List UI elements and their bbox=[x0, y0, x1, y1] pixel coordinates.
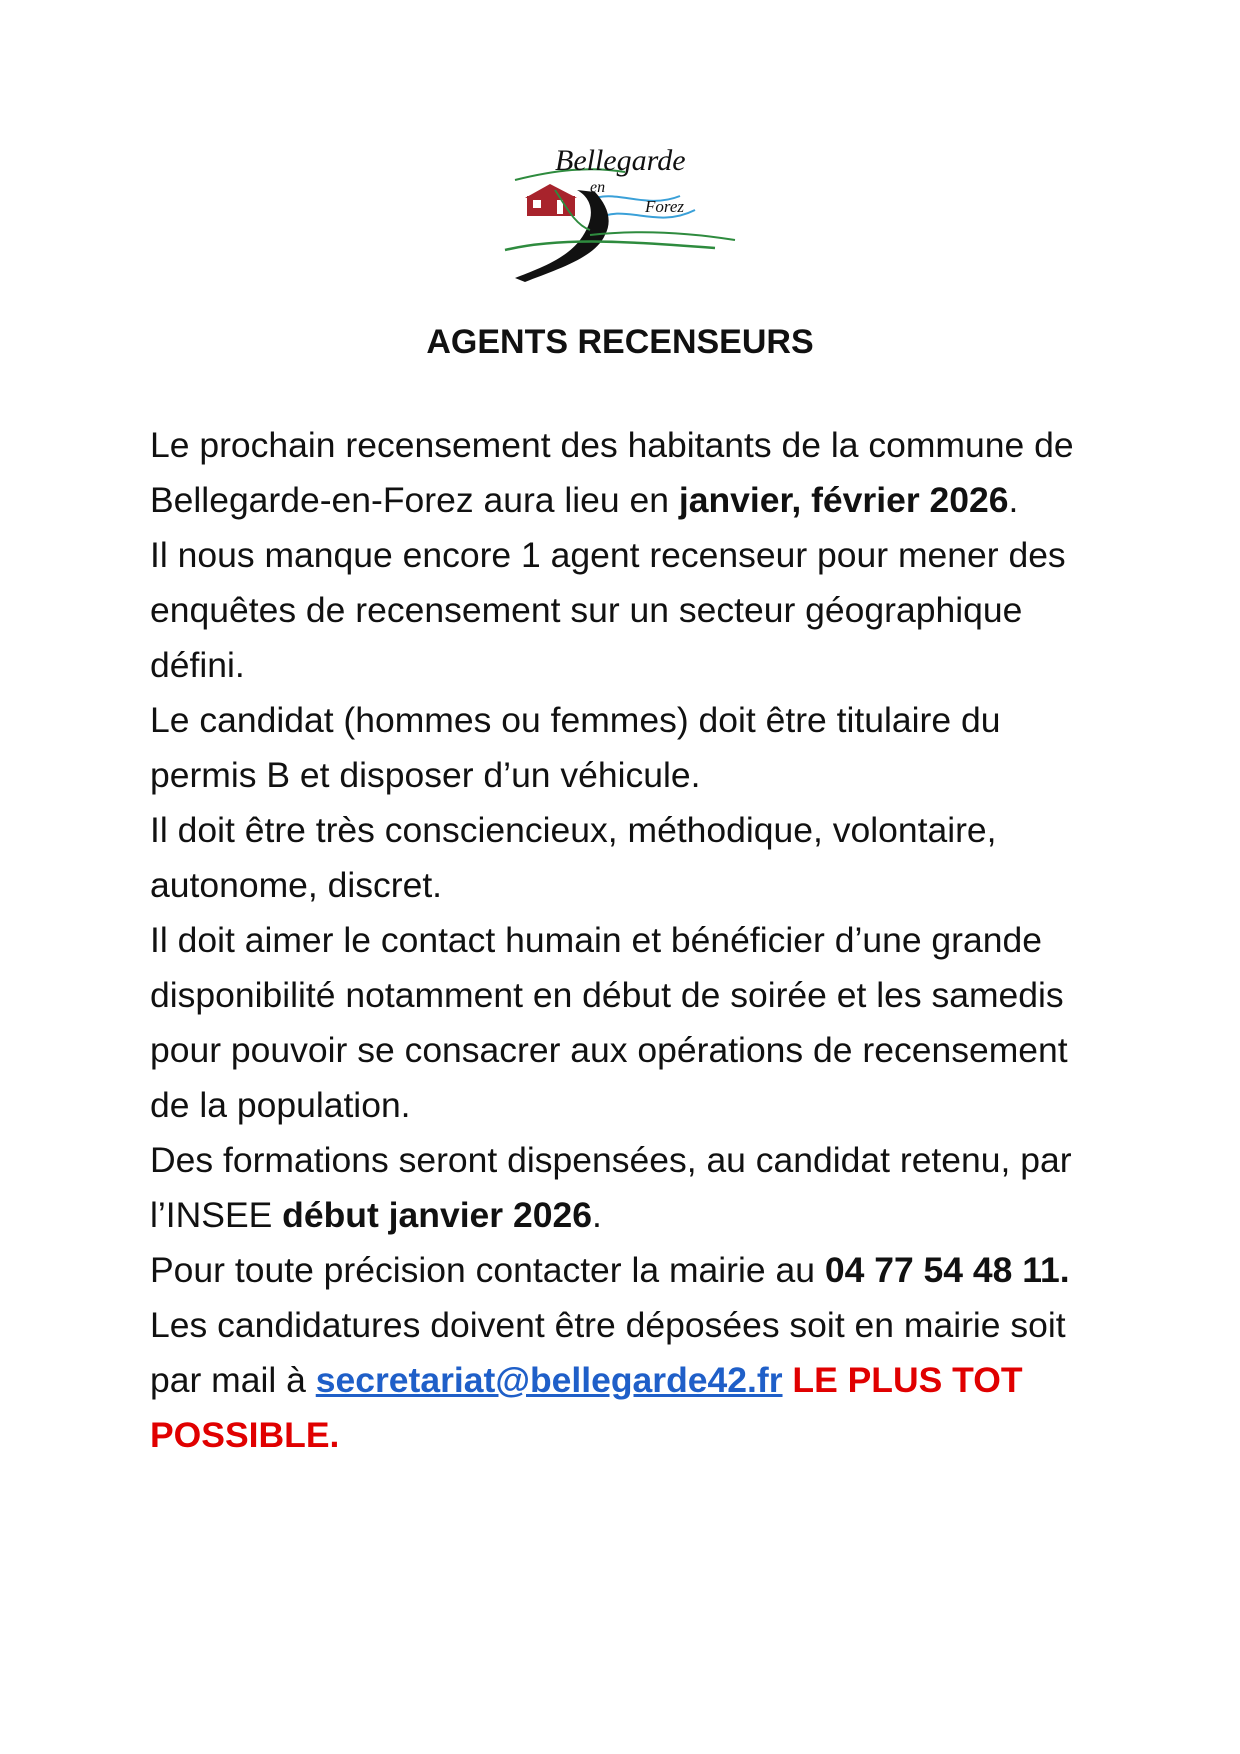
paragraph-qualities: Il doit être très consciencieux, méthodique, volontaire, autonome, discret. bbox=[150, 810, 997, 905]
paragraph-contact bbox=[150, 1243, 1090, 1463]
announcement-body bbox=[150, 418, 1090, 1463]
logo-text-forez: Forez bbox=[645, 197, 685, 216]
paragraph-training bbox=[150, 1133, 1090, 1243]
p7-text2: Les candidatures doivent être déposées soit en mairie soit par mail à bbox=[150, 1305, 1066, 1400]
p1-text: Le prochain recensement des habitants de la commune de Bellegarde-en-Forez aura lieu en bbox=[150, 425, 1074, 520]
p1-dates: janvier, février 2026 bbox=[678, 480, 1009, 520]
house-roof bbox=[525, 184, 577, 198]
logo-graphic bbox=[495, 130, 755, 288]
bellegarde-logo bbox=[495, 130, 755, 288]
p6-date: début janvier 2026 bbox=[282, 1195, 592, 1235]
p6-end: . bbox=[591, 1195, 602, 1235]
p6-text: Des formations seront dispensées, au candidat retenu, par l’INSEE bbox=[150, 1140, 1072, 1235]
phone-number: 04 77 54 48 11. bbox=[824, 1250, 1070, 1290]
logo-ground bbox=[505, 242, 715, 251]
paragraph-availability: Il doit aimer le contact humain et bénéficier d’une grande disponibilité notamment en début de soirée et les samedis pour pouvoir se consacrer aux opérations de recensement de la population. bbox=[150, 920, 1068, 1125]
email-link[interactable]: secretariat@bellegarde42.fr bbox=[315, 1360, 783, 1400]
logo-ground-2 bbox=[590, 232, 735, 240]
urgent-notice: LE PLUS TOT POSSIBLE. bbox=[150, 1360, 1023, 1455]
paragraph-license: Le candidat (hommes ou femmes) doit être titulaire du permis B et disposer d’un véhicule. bbox=[150, 700, 1001, 795]
house-window bbox=[533, 200, 541, 208]
p7-text: Pour toute précision contacter la mairie au bbox=[150, 1250, 825, 1290]
paragraph-date bbox=[150, 418, 1090, 528]
logo-text-en: en bbox=[590, 179, 606, 196]
p1-end: . bbox=[1008, 480, 1019, 520]
paragraph-need: Il nous manque encore 1 agent recenseur pour mener des enquêtes de recensement sur un secteur géographique défini. bbox=[150, 535, 1066, 685]
logo-text-bellegarde: Bellegarde bbox=[555, 144, 686, 177]
page-title: AGENTS RECENSEURS bbox=[426, 323, 814, 361]
